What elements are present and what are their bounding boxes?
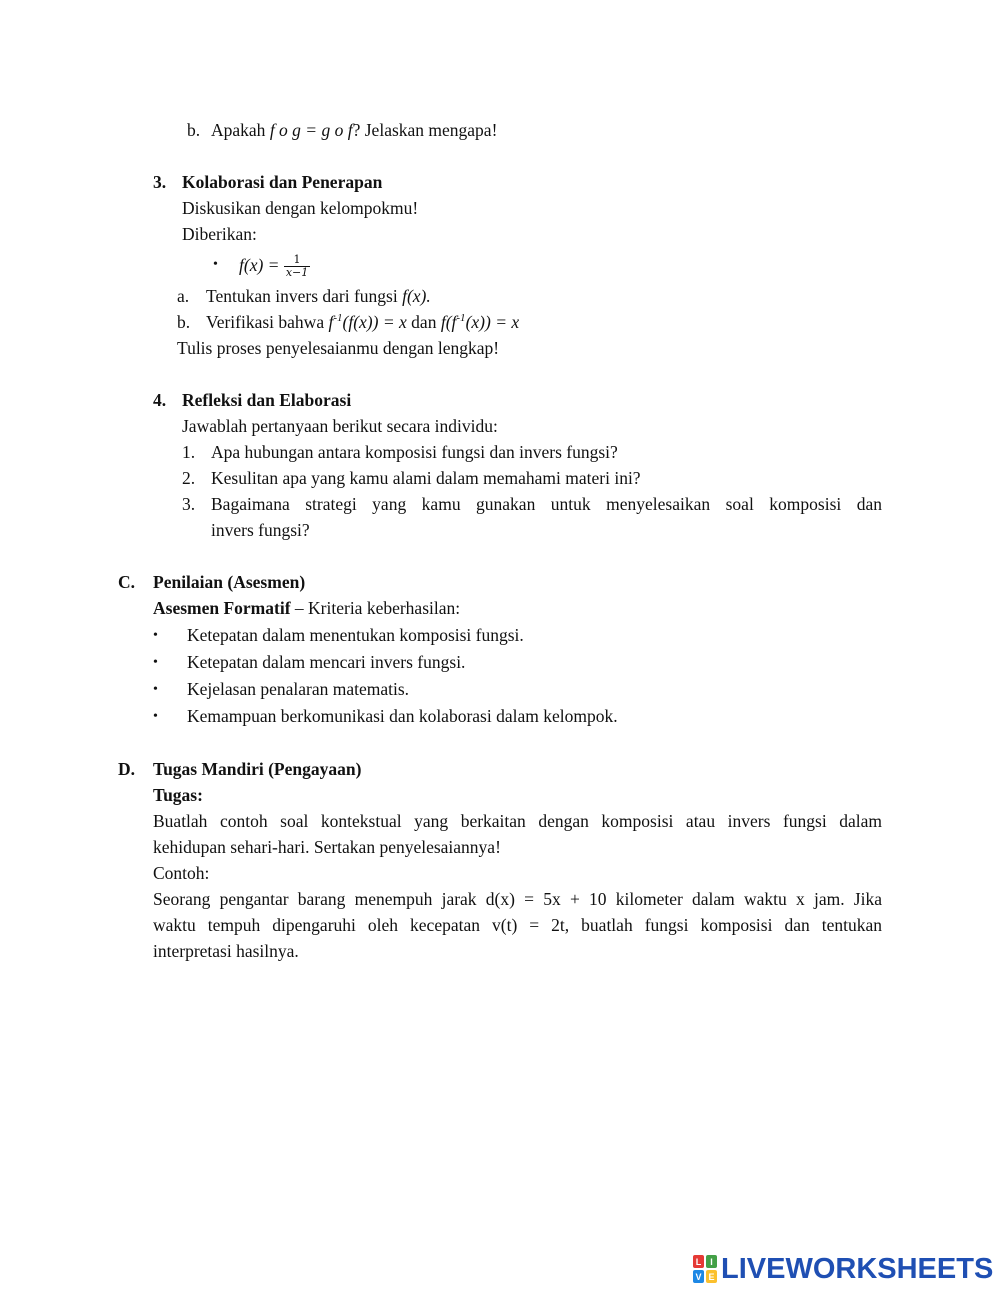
s4-item-text: Kesulitan apa yang kamu alami dalam memahami materi ini? (211, 468, 641, 488)
s4-item-number: 2. (182, 468, 196, 488)
d-contoh-label: Contoh: (153, 863, 210, 883)
logo-tile: V (693, 1270, 704, 1283)
liveworksheets-logo[interactable] (693, 1254, 993, 1284)
fraction: $\frac{1}{x-1}$ (285, 253, 309, 280)
q2b-marker: b. (187, 120, 201, 140)
logo-icon (693, 1255, 717, 1283)
logo-tile: I (706, 1255, 717, 1268)
s4-title: Refleksi dan Elaborasi (182, 390, 352, 410)
s3b-marker: b. (177, 312, 191, 332)
c-title: Penilaian (Asesmen) (153, 572, 306, 592)
c-formatif: Asesmen Formatif – Kriteria keberhasilan: (153, 598, 461, 618)
s3-line2: Diberikan: (182, 224, 257, 244)
d-paragraph2-line2: waktu tempuh dipengaruhi oleh kecepatan v(t) = 2t, buatlah fungsi komposisi dan tentukan (153, 915, 882, 935)
q2b-question: Apakah f o g = g o f? Jelaskan mengapa! (211, 120, 498, 140)
c-letter: C. (118, 572, 136, 592)
c-bullet: • (153, 709, 158, 724)
c-bullet: • (153, 655, 158, 670)
d-paragraph1-line2: kehidupan sehari-hari. Sertakan penyelesaiannya! (153, 837, 501, 857)
c-criterion: Kejelasan penalaran matematis. (187, 679, 410, 699)
s3a-text: Tentukan invers dari fungsi f(x). (206, 286, 431, 306)
d-tugas-label: Tugas: (153, 785, 203, 805)
logo-tile: L (693, 1255, 704, 1268)
s3-line1: Diskusikan dengan kelompokmu! (182, 198, 419, 218)
d-letter: D. (118, 759, 136, 779)
s3-given-function: f(x) = $\frac{1}{x-1}$ (239, 253, 309, 280)
c-criterion: Ketepatan dalam mencari invers fungsi. (187, 652, 466, 672)
d-paragraph1-line1: Buatlah contoh soal kontekstual yang berkaitan dengan komposisi atau invers fungsi dalam (153, 811, 882, 831)
s4-number: 4. (153, 390, 167, 410)
s3-given-bullet: • (213, 257, 218, 272)
s4-item-number: 1. (182, 442, 196, 462)
s4-item-text: Bagaimana strategi yang kamu gunakan untuk menyelesaikan soal komposisi dan (211, 494, 882, 514)
s4-item-text-cont: invers fungsi? (211, 520, 310, 540)
s3a-marker: a. (177, 286, 190, 306)
c-bullet: • (153, 682, 158, 697)
s4-item-number: 3. (182, 494, 196, 514)
d-title: Tugas Mandiri (Pengayaan) (153, 759, 362, 779)
s4-intro: Jawablah pertanyaan berikut secara individu: (182, 416, 498, 436)
s3b-text: Verifikasi bahwa $f^{-1}(f(x)) = x$ dan $f(f^{-1}(x)) = x$ (206, 312, 520, 332)
s3-title: Kolaborasi dan Penerapan (182, 172, 383, 192)
s4-item-text: Apa hubungan antara komposisi fungsi dan invers fungsi? (211, 442, 618, 462)
logo-tile: E (706, 1270, 717, 1283)
c-bullet: • (153, 628, 158, 643)
d-paragraph2-line1: Seorang pengantar barang menempuh jarak d(x) = 5x + 10 kilometer dalam waktu x jam. Jika (153, 889, 882, 909)
c-criterion: Ketepatan dalam menentukan komposisi fungsi. (187, 625, 524, 645)
d-paragraph2-line3: interpretasi hasilnya. (153, 941, 299, 961)
logo-text: LIVEWORKSHEETS (721, 1252, 994, 1285)
s3-number: 3. (153, 172, 167, 192)
c-criterion: Kemampuan berkomunikasi dan kolaborasi dalam kelompok. (187, 706, 618, 726)
s3-closing: Tulis proses penyelesaianmu dengan lengkap! (177, 338, 500, 358)
